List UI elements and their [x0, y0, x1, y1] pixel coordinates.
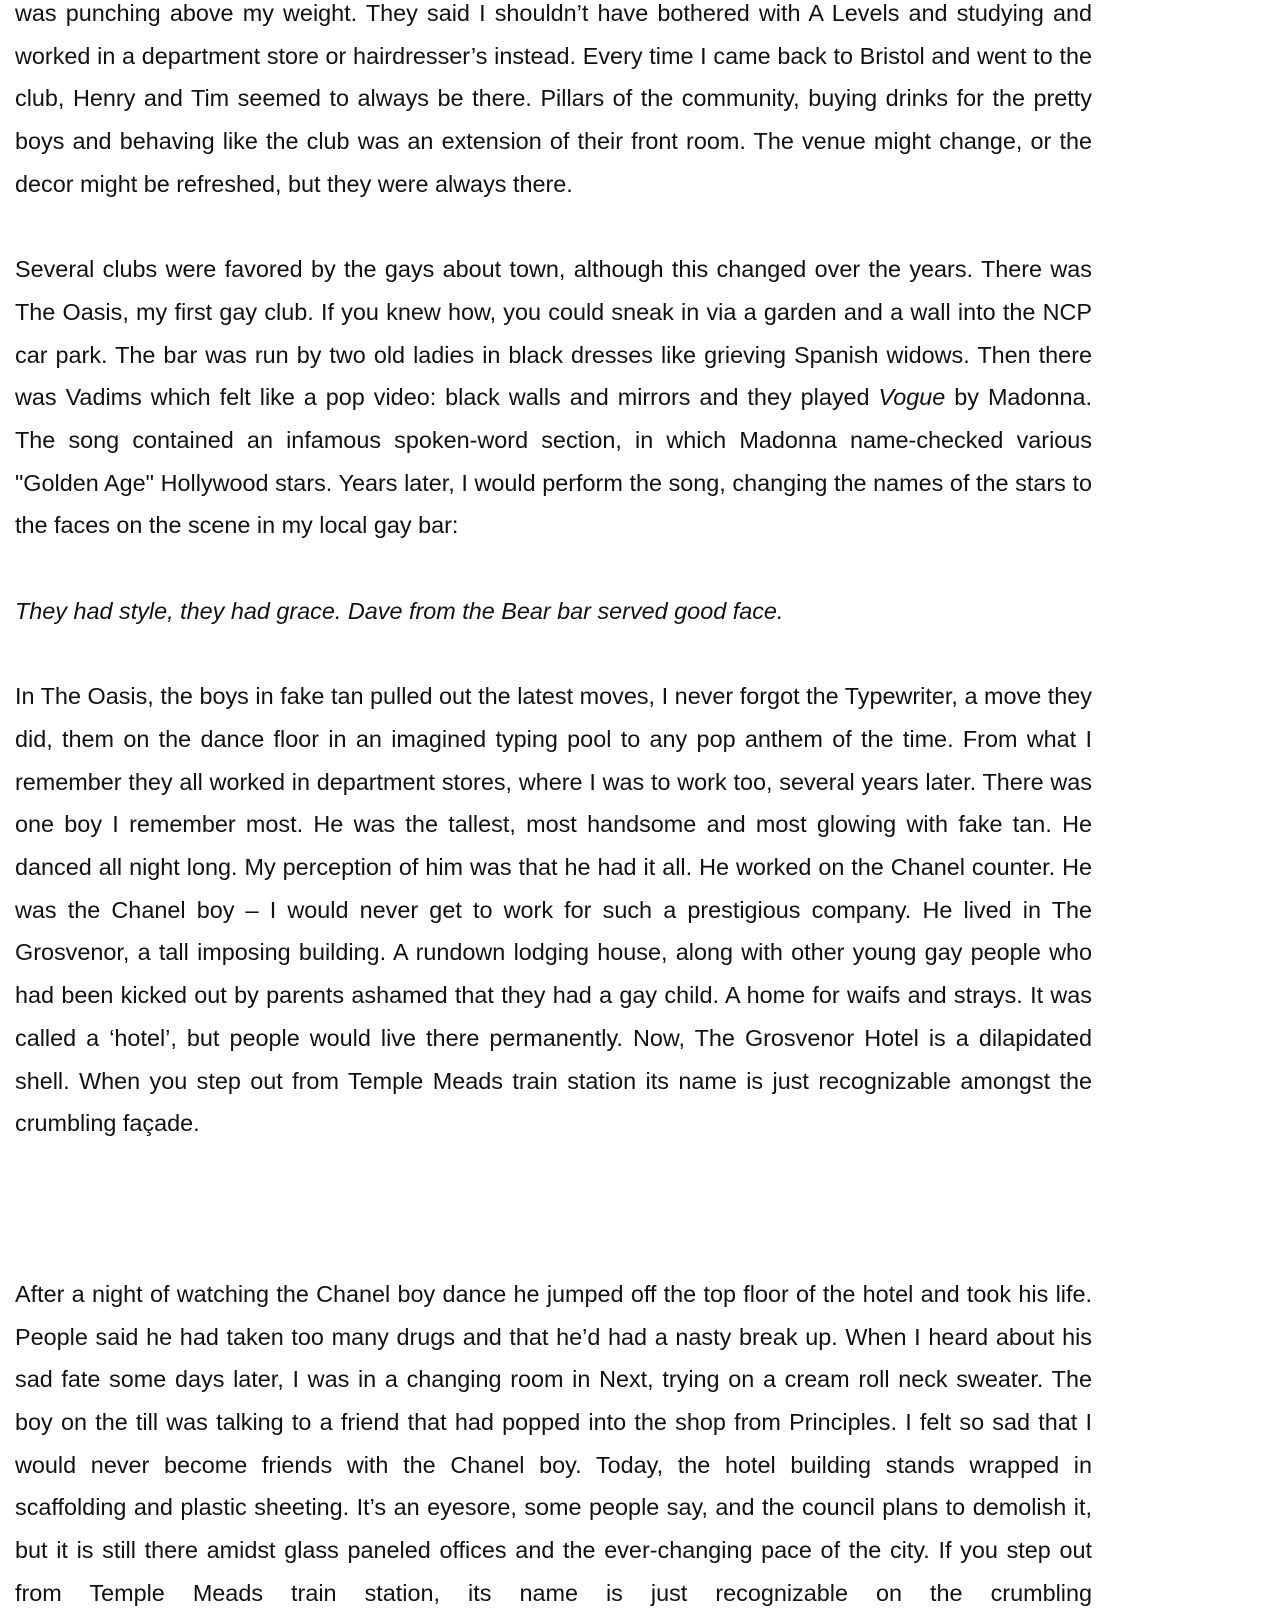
paragraph-clubs: [15, 248, 1092, 547]
paragraph-clubs-text-after: by Madonna. The song contained an infamous spoken-word section, in which Madonna name-checked various "Golden Age" Hollywood stars. Years later, I would perform the song, changing the names of the stars to the faces on the scene in my local gay bar:: [15, 384, 1092, 539]
document-page: [15, 0, 1092, 1615]
paragraph-after-a-night: After a night of watching the Chanel boy dance he jumped off the top floor of the hotel and took his life. People said he had taken too many drugs and that he’d had a nasty break up. When I heard about his sad fate some days later, I was in a changing room in Next, trying on a cream roll neck sweater. The boy on the till was talking to a friend that had popped into the shop from Principles. I felt so sad that I would never become friends with the Chanel boy. Today, the hotel building stands wrapped in scaffolding and plastic sheeting. It’s an eyesore, some people say, and the council plans to demolish it, but it is still there amidst glass paneled offices and the ever-changing pace of the city. If you step out from Temple Meads train station, its name is just recognizable on the crumbling: [15, 1280, 1092, 1606]
paragraph-chanel-boy: In The Oasis, the boys in fake tan pulled out the latest moves, I never forgot the Typewriter, a move they did, them on the dance floor in an imagined typing pool to any pop anthem of the time. From what I remember they all worked in department stores, where I was to work too, several years later. There was one boy I remember most. He was the tallest, most handsome and most glowing with fake tan. He danced all night long. My perception of him was that he had it all. He worked on the Chanel counter. He was the Chanel boy – I would never get to work for such a prestigious company. He lived in The Grosvenor, a tall imposing building. A rundown lodging house, along with other young gay people who had been kicked out by parents ashamed that they had a gay child. A home for waifs and strays. It was called a ‘hotel’, but people would live there permanently. Now, The Grosvenor Hotel is a dilapidated shell. When you step out from Temple Meads train station its name is just recognizable amongst the crumbling façade.: [15, 683, 1092, 1137]
paragraph-clubs-text-before: Several clubs were favored by the gays about town, although this changed over the years. There was The Oasis, my first gay club. If you knew how, you could sneak in via a garden and a wall into the NCP car park. The bar was run by two old ladies in black dresses like grieving Spanish widows. Then there was Vadims which felt like a pop video: black walls and mirrors and they played: [15, 256, 1092, 411]
song-title-vogue: Vogue: [878, 384, 946, 411]
paragraph-henry-and-tim: was punching above my weight. They said I shouldn’t have bothered with A Levels and studying and worked in a department store or hairdresser’s instead. Every time I came back to Bristol and went to the club, Henry and Tim seemed to always be there. Pillars of the community, buying drinks for the pretty boys and behaving like the club was an extension of their front room. The venue might change, or the decor might be refreshed, but they were always there.: [15, 0, 1092, 197]
lyric-quote: They had style, they had grace. Dave from the Bear bar served good face.: [15, 597, 784, 624]
